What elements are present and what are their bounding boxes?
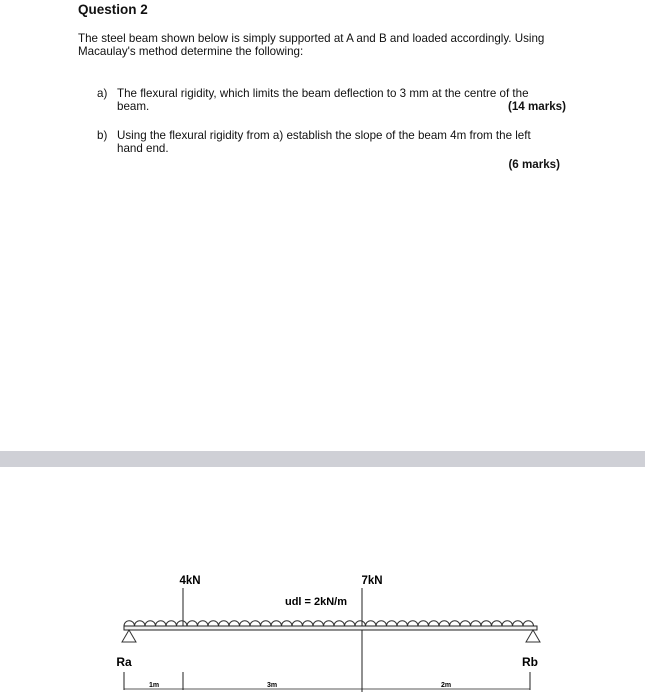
part-b-label: b) bbox=[97, 129, 108, 142]
part-a-marks: (14 marks) bbox=[507, 100, 566, 113]
question-intro bbox=[78, 32, 578, 58]
beam-diagram bbox=[0, 560, 645, 700]
part-a-line-2: beam. bbox=[117, 100, 150, 113]
intro-line-2: Macaulay's method determine the following: bbox=[78, 45, 304, 58]
separator-bar bbox=[0, 451, 645, 467]
beam bbox=[124, 626, 537, 630]
support-label-rb: Rb bbox=[522, 655, 538, 669]
dim-label-2m: 2m bbox=[440, 682, 452, 689]
part-a-line-1: The flexural rigidity, which limits the beam deflection to 3 mm at the centre of the bbox=[117, 87, 529, 100]
point-load-4kn-label: 4kN bbox=[179, 575, 201, 587]
support-label-ra: Ra bbox=[116, 655, 132, 669]
part-b bbox=[0, 129, 645, 179]
support-left-icon bbox=[122, 630, 136, 642]
part-a bbox=[0, 87, 645, 127]
dim-label-3m: 3m bbox=[266, 682, 278, 689]
part-a-label: a) bbox=[97, 87, 108, 100]
udl-arcs bbox=[124, 621, 534, 626]
dim-label-1m: 1m bbox=[148, 682, 160, 689]
part-b-line-1: Using the flexural rigidity from a) establish the slope of the beam 4m from the left bbox=[117, 129, 531, 142]
question-title: Question 2 bbox=[78, 2, 148, 17]
point-load-7kn-label: 7kN bbox=[361, 575, 383, 587]
udl-label: udl = 2kN/m bbox=[284, 596, 348, 608]
part-b-line-2: hand end. bbox=[117, 142, 169, 155]
support-right-icon bbox=[526, 630, 540, 642]
part-b-marks: (6 marks) bbox=[508, 158, 560, 171]
intro-line-1: The steel beam shown below is simply supported at A and B and loaded accordingly. Using bbox=[78, 32, 545, 45]
